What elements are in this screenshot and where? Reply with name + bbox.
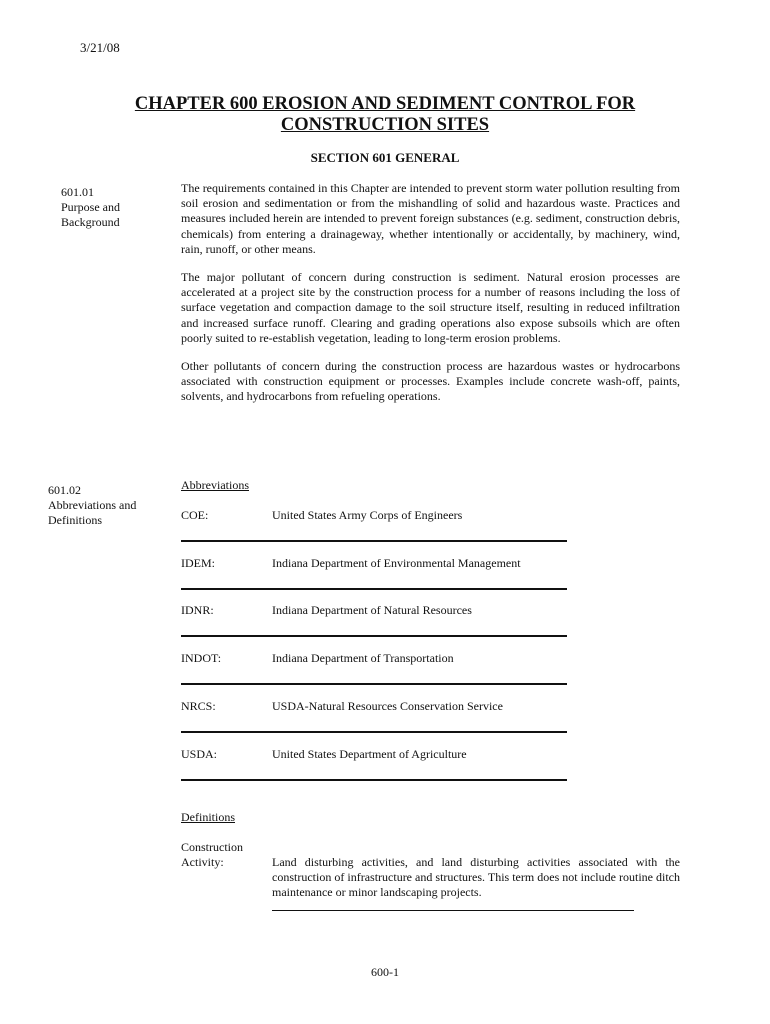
abbreviation-meaning: United States Department of Agriculture [272,747,467,761]
row-divider [181,731,567,733]
abbreviation-row [181,556,567,604]
row-divider [181,779,567,781]
abbreviation-key: INDOT: [181,651,222,665]
row-divider [181,635,567,637]
sidenote-number: 601.02 [48,483,81,497]
sidenote-601-02 [48,483,136,528]
row-divider [181,588,567,590]
definition-text: Land disturbing activities, and land disturbing activities associated with the construction of infrastructure and structures. This term does not include routine ditch maintenance or minor landscaping projects. [272,855,680,900]
abbreviation-key: IDEM: [181,556,215,570]
abbreviation-key: USDA: [181,747,218,761]
chapter-title-line-1: CHAPTER 600 EROSION AND SEDIMENT CONTROL FOR [134,94,636,114]
abbreviation-row [181,508,567,556]
abbreviations-heading: Abbreviations [181,478,249,492]
row-divider [181,540,567,542]
abbreviation-meaning: Indiana Department of Natural Resources [272,603,472,617]
sidenote-label-line-2: Background [61,215,120,229]
sidenote-number: 601.01 [61,185,94,199]
chapter-title [100,94,670,136]
document-date: 3/21/08 [80,40,120,55]
section-heading: SECTION 601 GENERAL [310,150,460,165]
paragraph-sediment: The major pollutant of concern during construction is sediment. Natural erosion processes are accelerated at a project site by the construction process for a number of reasons including the loss of surface vegetation and compaction damage to the soil structure itself, resulting in reduced infiltration and increased surface runoff. Clearing and grading operations also expose subsoils which are often poorly suited to re-establish vegetation, leading to long-term erosion problems. [181,270,680,345]
definition-term [181,840,243,870]
sidenote-label-line-2: Definitions [48,513,102,527]
definition-divider [272,910,634,911]
abbreviation-meaning: United States Army Corps of Engineers [272,508,463,522]
paragraph-purpose: The requirements contained in this Chapter are intended to prevent storm water pollution resulting from soil erosion and sedimentation or from the mishandling of solid and hazardous waste. Practices and measures included herein are intended to prevent foreign substances (e.g. sediment, construction debris, chemicals) from entering a drainageway, whether intentionally or accidentally, by machinery, wind, rain, runoff, or other means. [181,181,680,256]
sidenote-601-01 [61,185,120,230]
abbreviation-key: NRCS: [181,699,216,713]
definition-term-line-1: Construction [181,840,243,854]
abbreviation-row [181,603,567,651]
definition-term-line-2: Activity: [181,855,224,869]
abbreviation-row [181,747,567,795]
definitions-heading: Definitions [181,810,235,824]
sidenote-label-line-1: Abbreviations and [48,498,137,512]
abbreviation-meaning: Indiana Department of Transportation [272,651,454,665]
row-divider [181,683,567,685]
abbreviation-row [181,699,567,747]
abbreviation-meaning: Indiana Department of Environmental Management [272,556,521,570]
abbreviation-row [181,651,567,699]
chapter-title-line-2: CONSTRUCTION SITES [280,115,490,135]
paragraph-other-pollutants: Other pollutants of concern during the construction process are hazardous wastes or hydrocarbons associated with construction equipment or processes. Examples include concrete wash-off, paints, solvents, and hydrocarbons from refueling operations. [181,359,680,404]
abbreviation-key: COE: [181,508,209,522]
page-number: 600-1 [371,965,399,979]
abbreviation-meaning: USDA-Natural Resources Conservation Service [272,699,503,713]
abbreviation-key: IDNR: [181,603,214,617]
sidenote-label-line-1: Purpose and [61,200,120,214]
